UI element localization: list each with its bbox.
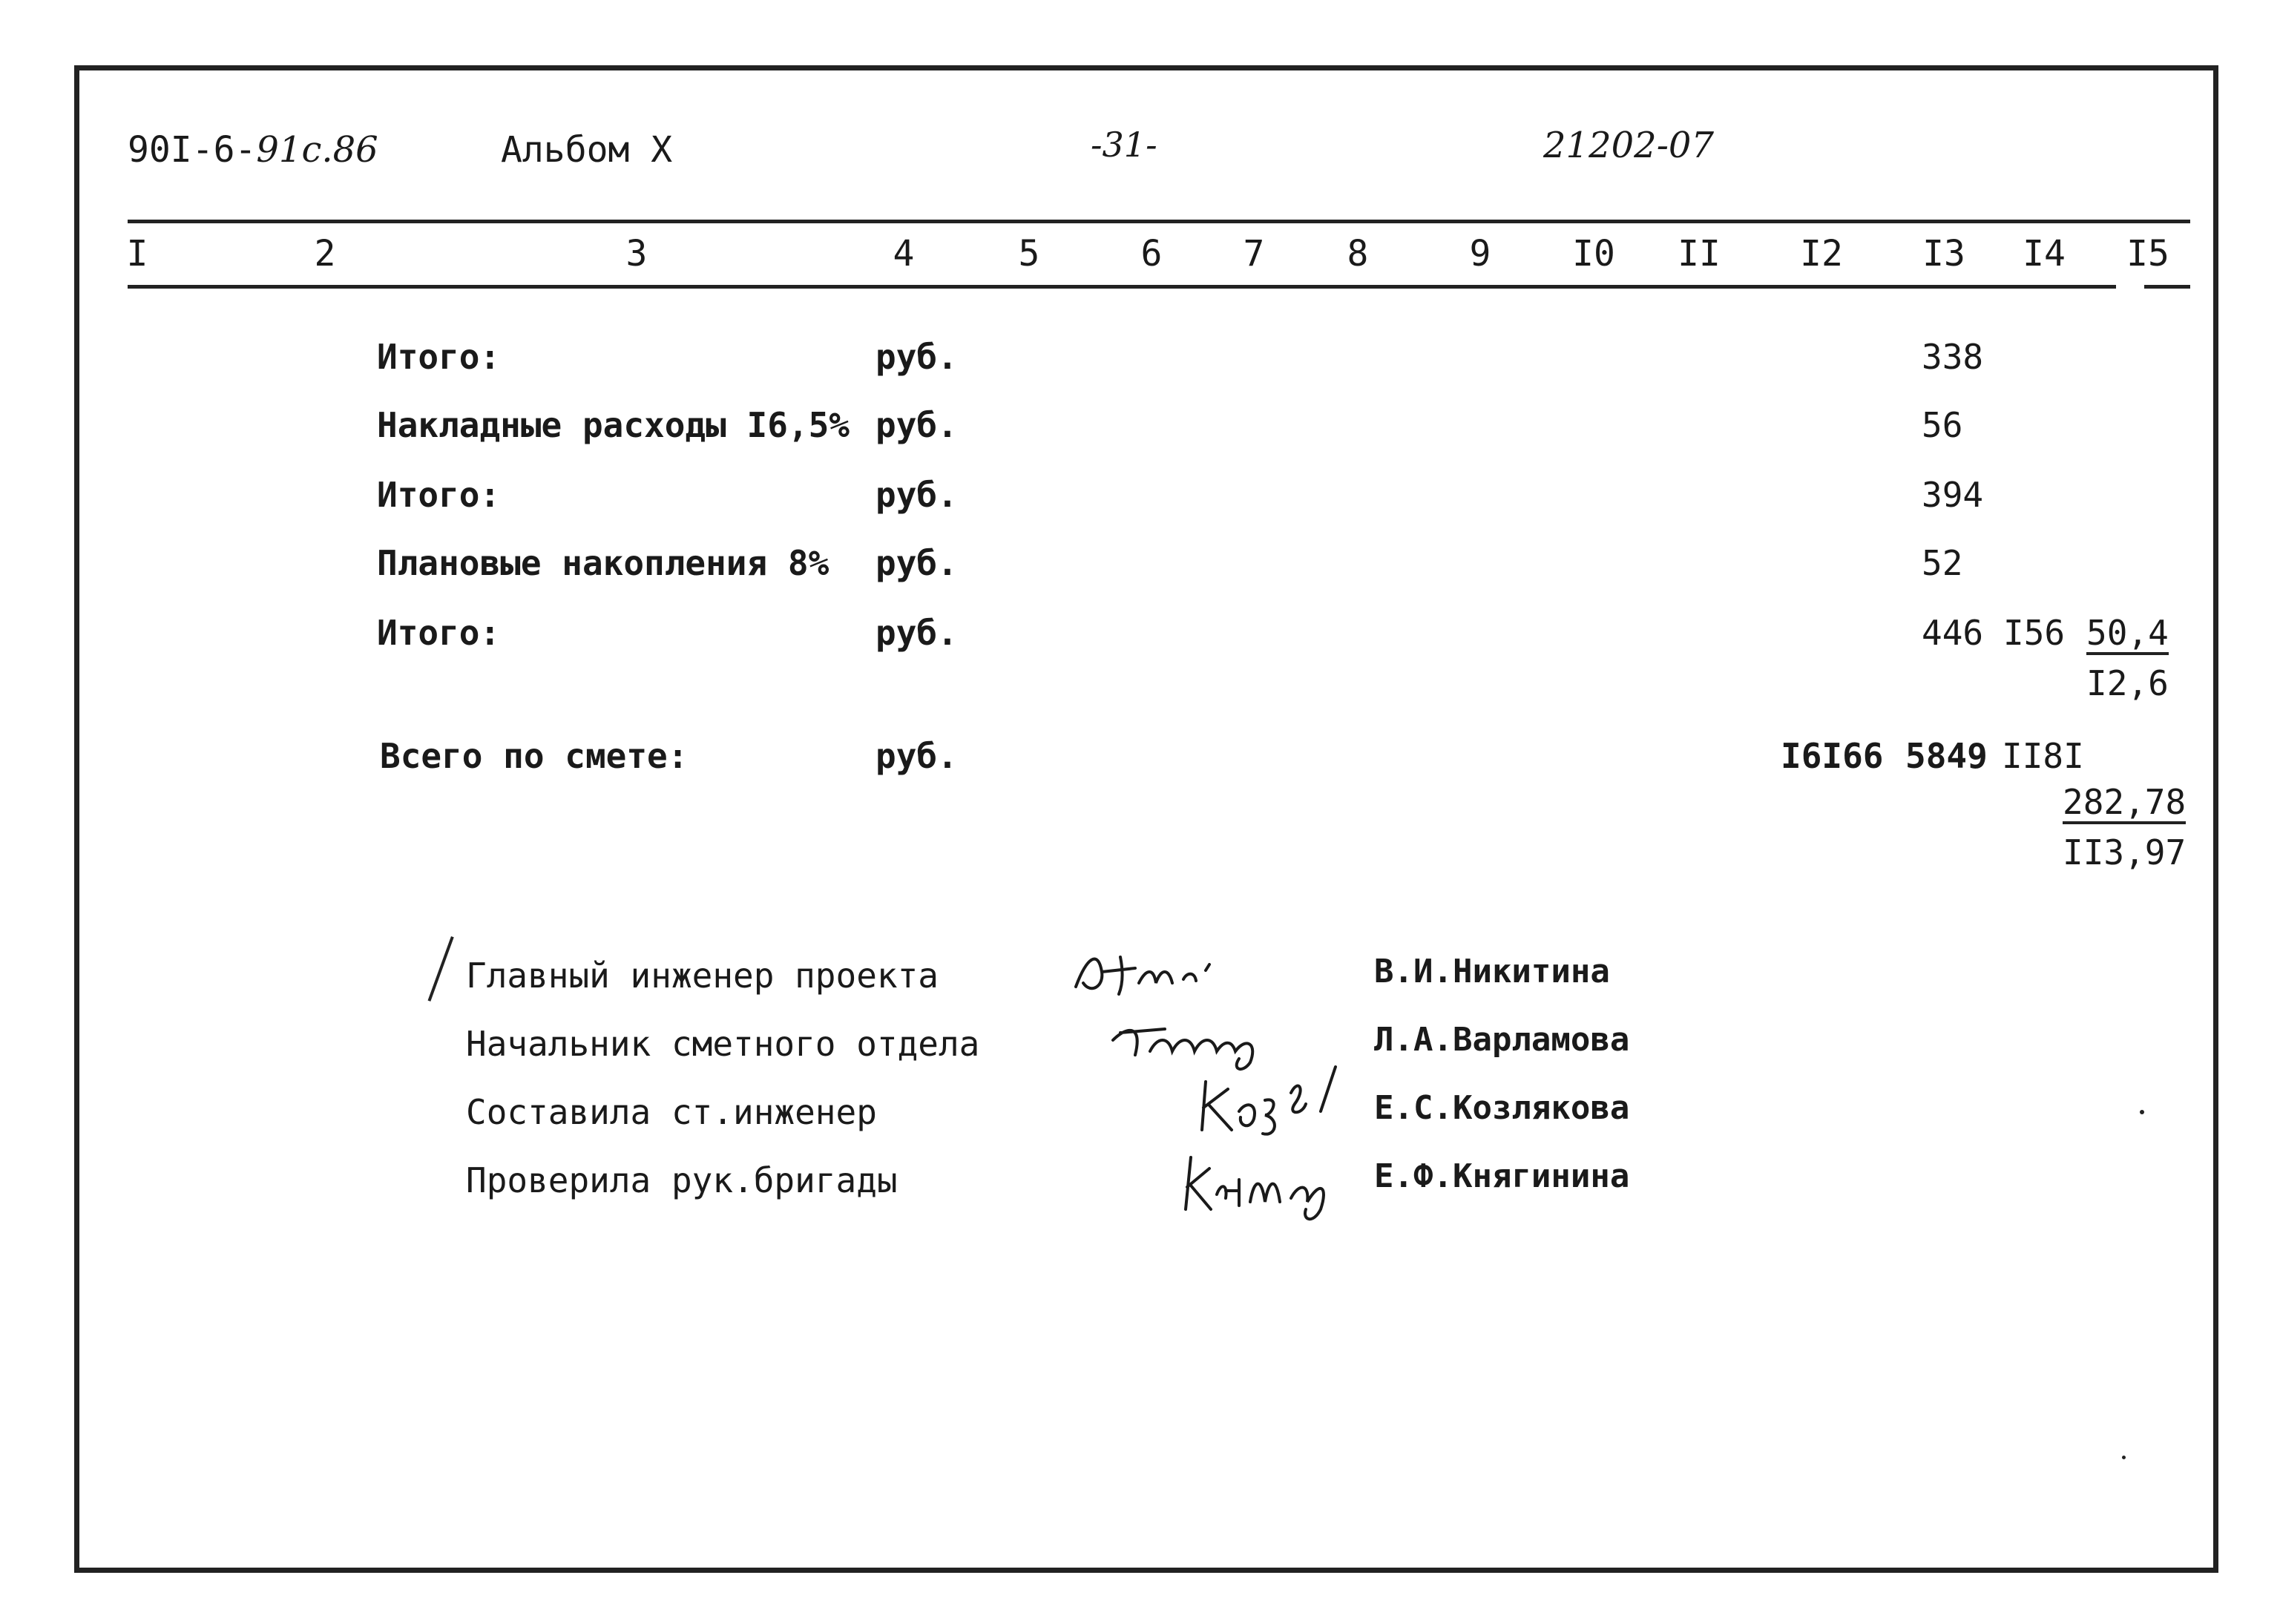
grand-total-col14: II8I	[2002, 736, 2084, 776]
signature-role-3: Составила ст.инженер	[466, 1092, 877, 1132]
row-2-unit: руб.	[875, 405, 958, 445]
signature-name-2: Л.А.Варламова	[1374, 1021, 1630, 1059]
row-2-label: Накладные расходы I6,5%	[377, 405, 850, 445]
column-header-8: 8	[1347, 233, 1369, 274]
grand-total-col12: I6I66	[1781, 736, 1884, 776]
row-4-col13: 52	[1922, 543, 1963, 583]
signature-1-handwriting	[1068, 942, 1261, 1002]
column-header-9: 9	[1469, 233, 1491, 274]
album-label: Альбом X	[501, 129, 673, 171]
doc-code-handwritten: 91с.86	[256, 129, 378, 171]
column-header-13: I3	[1922, 233, 1965, 274]
grand-total-col15-bottom: II3,97	[2063, 832, 2187, 872]
doc-code	[128, 129, 378, 171]
row-1-unit: руб.	[875, 337, 958, 377]
row-3-unit: руб.	[875, 475, 958, 515]
signature-role-2: Начальник сметного отдела	[466, 1024, 980, 1064]
row-5-unit: руб.	[875, 613, 958, 653]
column-header-3: 3	[625, 233, 648, 274]
column-header-10: I0	[1572, 233, 1615, 274]
column-header-14: I4	[2023, 233, 2066, 274]
row-5-label: Итого:	[377, 613, 501, 653]
row-5-col15-top: 50,4	[2086, 616, 2169, 655]
column-header-11: II	[1678, 233, 1721, 274]
signature-3-handwriting	[1195, 1059, 1387, 1141]
scan-speck	[2140, 1110, 2144, 1114]
grand-total-label: Всего по смете:	[380, 736, 689, 776]
signature-name-3: Е.С.Козлякова	[1374, 1089, 1630, 1127]
grand-total-col13: 5849	[1905, 736, 1988, 776]
signature-role-1: Главный инженер проекта	[466, 956, 939, 996]
row-4-label: Плановые накопления 8%	[377, 543, 829, 583]
column-header-12: I2	[1800, 233, 1843, 274]
row-5-col15-bottom: I2,6	[2086, 663, 2169, 703]
doc-code-print: 90I-6-	[128, 129, 257, 171]
row-5-col14: I56	[2003, 613, 2066, 653]
column-header-15: I5	[2126, 233, 2169, 274]
scan-speck	[2122, 1456, 2126, 1459]
row-2-col13: 56	[1922, 405, 1963, 445]
row-1-col13: 338	[1922, 337, 1984, 377]
page-frame	[74, 65, 2218, 1573]
column-header-1: I	[126, 233, 148, 274]
column-header-6: 6	[1140, 233, 1163, 274]
signature-role-4: Проверила рук.бригады	[466, 1160, 898, 1200]
column-header-7: 7	[1243, 233, 1265, 274]
column-header-4: 4	[893, 233, 915, 274]
column-header-2: 2	[314, 233, 336, 274]
row-1-label: Итого:	[377, 337, 501, 377]
row-5-col13: 446	[1922, 613, 1984, 653]
row-4-unit: руб.	[875, 543, 958, 583]
grand-total-col15-top: 282,78	[2063, 785, 2186, 824]
row-3-col13: 394	[1922, 475, 1984, 515]
signature-name-1: В.И.Никитина	[1374, 953, 1610, 990]
grand-total-unit: руб.	[875, 736, 958, 776]
header-bottom-rule	[128, 285, 2116, 289]
signature-name-4: Е.Ф.Княгинина	[1374, 1157, 1630, 1195]
signature-4-handwriting	[1180, 1135, 1373, 1224]
row-3-label: Итого:	[377, 475, 501, 515]
project-code: 21202-07	[1543, 125, 1714, 166]
column-header-5: 5	[1018, 233, 1040, 274]
page-number: -31-	[1091, 125, 1157, 165]
header-bottom-rule-tail	[2144, 285, 2190, 289]
header-top-rule	[128, 220, 2190, 223]
